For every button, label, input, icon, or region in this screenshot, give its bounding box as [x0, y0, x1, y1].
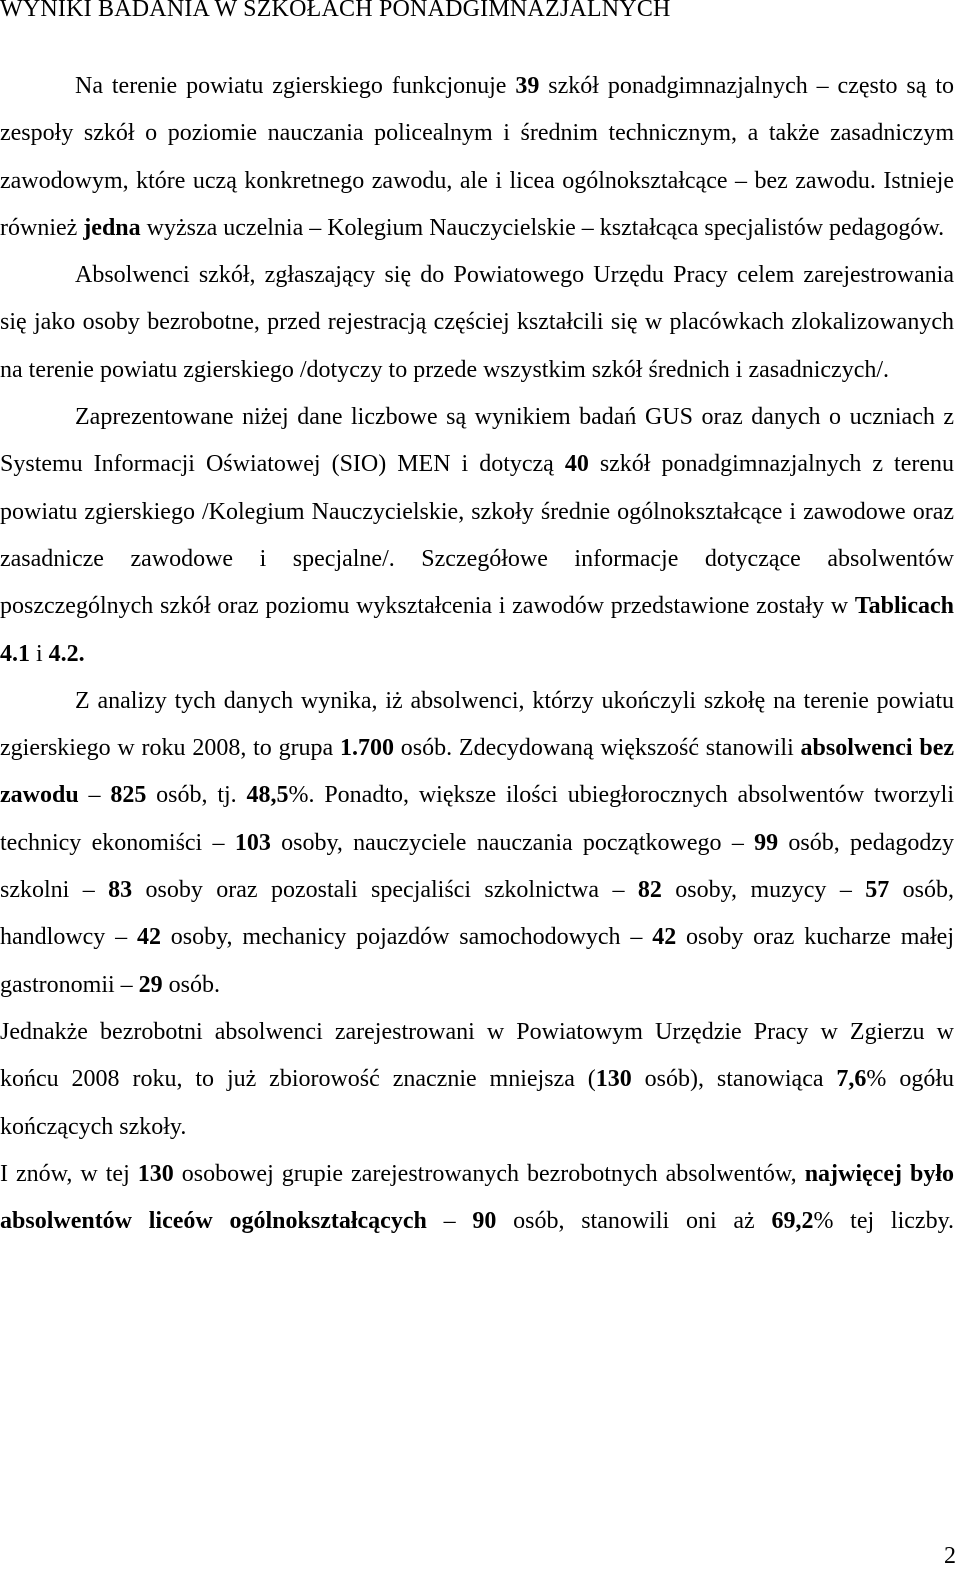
document-body	[0, 63, 954, 1245]
text-run: osoby, muzycy –	[661, 877, 866, 904]
text-run: Z analizy tych danych wynika, iż absolwenci, którzy ukończyli szkołę na terenie powiatu zgierskiego w roku 2008, to grupa	[0, 687, 954, 762]
bold-text: 130	[137, 1160, 174, 1187]
text-run: i	[30, 640, 49, 667]
bold-text: 90	[472, 1208, 497, 1235]
text-run: osób, handlowcy –	[0, 877, 954, 951]
page-number: 2	[944, 1543, 956, 1569]
text-run: % ogółu kończących szkoły.	[0, 1066, 954, 1140]
text-run: osób, stanowili oni aż	[496, 1208, 772, 1235]
bold-text: 48,5	[246, 782, 289, 809]
text-run: osób, tj.	[146, 782, 247, 809]
text-run: I znów, w tej	[0, 1160, 138, 1187]
bold-text: 42	[652, 924, 677, 951]
text-run: osoby oraz kucharze małej gastronomii –	[0, 924, 955, 998]
paragraph-schools-overview	[0, 63, 954, 252]
bold-text: 29	[138, 971, 163, 998]
bold-text: absolwenci bez zawodu	[0, 735, 954, 809]
text-run: osób), stanowiąca	[631, 1066, 837, 1093]
bold-text: 83	[108, 877, 133, 904]
text-run: osób, pedagodzy szkolni –	[0, 829, 954, 904]
paragraph-unemployed-graduates	[0, 1009, 954, 1151]
bold-text: najwięcej było absolwentów liceów ogólnokształcących	[0, 1160, 954, 1235]
section-heading: WYNIKI BADANIA W SZKOŁACH PONADGIMNAZJALNYCH	[0, 0, 671, 22]
bold-text: jedna	[83, 214, 141, 241]
bold-text: 99	[754, 829, 779, 856]
text-run: osoby, nauczyciele nauczania początkowego –	[270, 829, 755, 856]
bold-text: 7,6	[836, 1066, 867, 1093]
bold-text: 42	[136, 924, 161, 951]
paragraph-graduates-analysis	[0, 678, 954, 1009]
bold-text: Tablicach 4.1	[0, 593, 954, 667]
paragraph-data-sources	[0, 394, 954, 678]
bold-text: 825	[110, 782, 147, 809]
text-run: –	[426, 1208, 473, 1235]
paragraph-graduates-registration	[0, 252, 954, 394]
text-run: Zaprezentowane niżej dane liczbowe są wynikiem badań GUS oraz danych o uczniach z Systemu Informacji Oświatowej (SIO) MEN i dotyczą	[0, 404, 954, 478]
bold-text: 1.700	[340, 735, 395, 762]
text-run: osobowej grupie zarejestrowanych bezrobotnych absolwentów,	[173, 1160, 805, 1187]
bold-text: 39	[515, 73, 540, 99]
bold-text: 69,2	[771, 1208, 814, 1235]
text-run: szkół ponadgimnazjalnych – często są to zespoły szkół o poziomie nauczania policealnym i średnim technicznym, a także zasadniczym zawodowym, które uczą konkretnego zawodu, ale i licea ogólnokształcące – bez zawodu. Istnieje również	[0, 73, 954, 241]
text-run: Jednakże bezrobotni absolwenci zarejestrowani w Powiatowym Urzędzie Pracy w Zgierzu w końcu 2008 roku, to już zbiorowość znacznie mniejsza (	[0, 1018, 954, 1093]
text-run: –	[78, 782, 111, 809]
text-run: % tej liczby.	[813, 1208, 955, 1235]
text-run: %. Ponadto, większe ilości ubiegłorocznych absolwentów tworzyli technicy ekonomiści –	[0, 782, 954, 856]
bold-text: 4.2.	[48, 640, 85, 667]
bold-text: 82	[637, 877, 662, 904]
bold-text: 57	[865, 877, 890, 904]
bold-text: 40	[564, 451, 589, 478]
bold-text: 103	[234, 829, 271, 856]
text-run: Absolwenci szkół, zgłaszający się do Powiatowego Urzędu Pracy celem zarejestrowania się jako osoby bezrobotne, przed rejestracją częściej kształcili się w placówkach zlokalizowanych na terenie powiatu zgierskiego /dotyczy to przede wszystkim szkół średnich i zasadniczych/.	[0, 262, 954, 383]
text-run: osób.	[162, 971, 220, 998]
bold-text: 130	[595, 1066, 632, 1093]
text-run: szkół ponadgimnazjalnych z terenu powiatu zgierskiego /Kolegium Nauczycielskie, szkoły średnie ogólnokształcące i zawodowe oraz zasadnicze zawodowe i specjalne/. Szczegółowe informacje dotyczące absolwentów poszczególnych szkół oraz poziomu wykształcenia i zawodów przedstawione zostały w	[0, 451, 954, 620]
text-run: osoby oraz pozostali specjaliści szkolnictwa –	[132, 877, 638, 904]
text-run: osób. Zdecydowaną większość stanowili	[394, 735, 801, 762]
paragraph-high-school-graduates	[0, 1151, 954, 1246]
text-run: osoby, mechanicy pojazdów samochodowych –	[160, 924, 653, 951]
text-run: Na terenie powiatu zgierskiego funkcjonuje	[75, 73, 516, 99]
text-run: wyższa uczelnia – Kolegium Nauczycielskie – kształcąca specjalistów pedagogów.	[140, 214, 945, 241]
